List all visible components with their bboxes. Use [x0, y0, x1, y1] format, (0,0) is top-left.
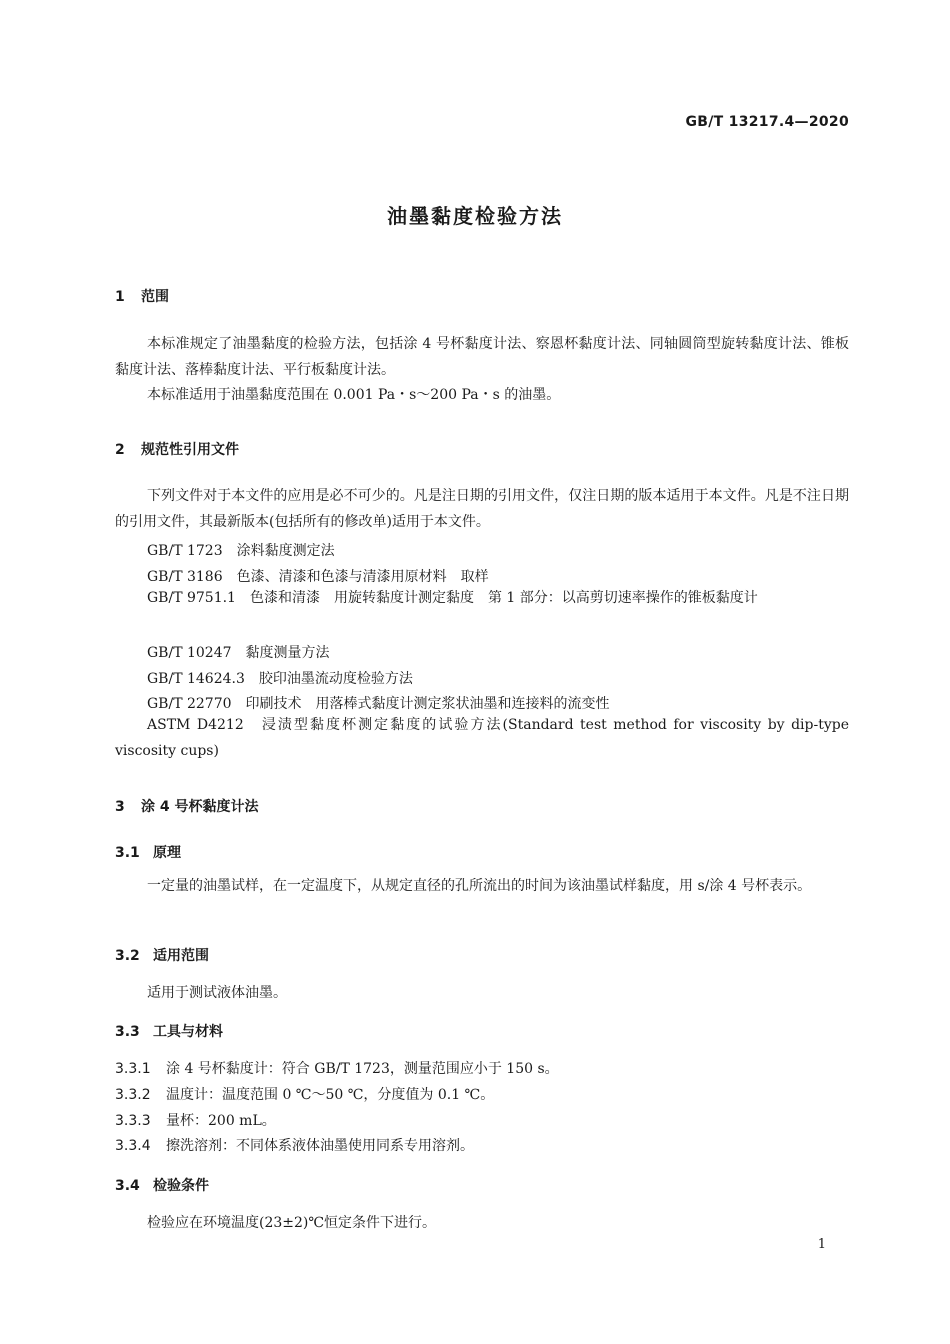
reference-item: ASTM D4212 浸渍型黏度杯测定黏度的试验方法(Standard test method for viscosity by dip-type viscosity cups): [115, 717, 849, 759]
standard-code: GB/T 13217.4—2020: [685, 114, 849, 130]
section-3-2-paragraph: 适用于测试液体油墨。: [147, 985, 287, 1001]
list-item: [115, 1084, 494, 1104]
document-title: 油墨黏度检验方法: [387, 204, 563, 228]
section-number: 3.3: [115, 1024, 140, 1040]
section-1-heading: [115, 286, 169, 306]
reference-item: GB/T 14624.3 胶印油墨流动度检验方法: [147, 671, 413, 687]
section-number: 1: [115, 289, 125, 305]
section-title: 涂 4 号杯黏度计法: [141, 799, 259, 815]
section-3-1-paragraph: 一定量的油墨试样，在一定温度下，从规定直径的孔所流出的时间为该油墨试样黏度，用 s/涂 4 号杯表示。: [147, 878, 812, 894]
item-number: 3.3.3: [115, 1113, 151, 1129]
section-1-paragraph-2: 本标准适用于油墨黏度范围在 0.001 Pa・s～200 Pa・s 的油墨。: [147, 387, 561, 403]
section-3-3-heading: [115, 1021, 223, 1041]
item-text: 温度计：温度范围 0 ℃～50 ℃，分度值为 0.1 ℃。: [166, 1087, 495, 1103]
section-2-paragraph-1: 下列文件对于本文件的应用是必不可少的。凡是注日期的引用文件，仅注日期的版本适用于本文件。凡是不注日期的引用文件，其最新版本(包括所有的修改单)适用于本文件。: [115, 488, 849, 530]
item-text: 量杯：200 mL。: [166, 1113, 276, 1129]
section-2-heading: [115, 439, 239, 459]
list-item: [115, 1135, 474, 1155]
item-number: 3.3.2: [115, 1087, 151, 1103]
reference-item: GB/T 22770 印刷技术 用落棒式黏度计测定浆状油墨和连接料的流变性: [147, 696, 610, 712]
page-number: 1: [817, 1237, 826, 1252]
section-number: 3.2: [115, 948, 140, 964]
section-number: 3: [115, 799, 125, 815]
reference-item: GB/T 3186 色漆、清漆和色漆与清漆用原材料 取样: [147, 569, 489, 585]
section-number: 2: [115, 442, 125, 458]
section-title: 原理: [153, 845, 181, 861]
reference-item: GB/T 9751.1 色漆和清漆 用旋转黏度计测定黏度 第 1 部分：以高剪切速率操作的锥板黏度计: [147, 590, 758, 606]
section-title: 规范性引用文件: [141, 442, 239, 458]
section-title: 检验条件: [153, 1178, 209, 1194]
section-3-heading: [115, 796, 259, 816]
item-text: 擦洗溶剂：不同体系液体油墨使用同系专用溶剂。: [166, 1138, 474, 1154]
section-number: 3.4: [115, 1178, 140, 1194]
item-text: 涂 4 号杯黏度计：符合 GB/T 1723，测量范围应小于 150 s。: [166, 1061, 559, 1077]
section-3-1-heading: [115, 842, 181, 862]
section-title: 适用范围: [153, 948, 209, 964]
section-title: 工具与材料: [153, 1024, 223, 1040]
section-number: 3.1: [115, 845, 140, 861]
section-title: 范围: [141, 289, 169, 305]
section-3-4-paragraph: 检验应在环境温度(23±2)℃恒定条件下进行。: [147, 1215, 437, 1231]
reference-item: GB/T 1723 涂料黏度测定法: [147, 543, 335, 559]
list-item: [115, 1058, 559, 1078]
section-3-2-heading: [115, 945, 209, 965]
reference-item: GB/T 10247 黏度测量方法: [147, 645, 330, 661]
section-1-paragraph-1: 本标准规定了油墨黏度的检验方法，包括涂 4 号杯黏度计法、察恩杯黏度计法、同轴圆筒型旋转黏度计法、锥板黏度计法、落棒黏度计法、平行板黏度计法。: [115, 336, 849, 378]
item-number: 3.3.1: [115, 1061, 151, 1077]
list-item: [115, 1110, 276, 1130]
section-3-4-heading: [115, 1175, 209, 1195]
item-number: 3.3.4: [115, 1138, 151, 1154]
